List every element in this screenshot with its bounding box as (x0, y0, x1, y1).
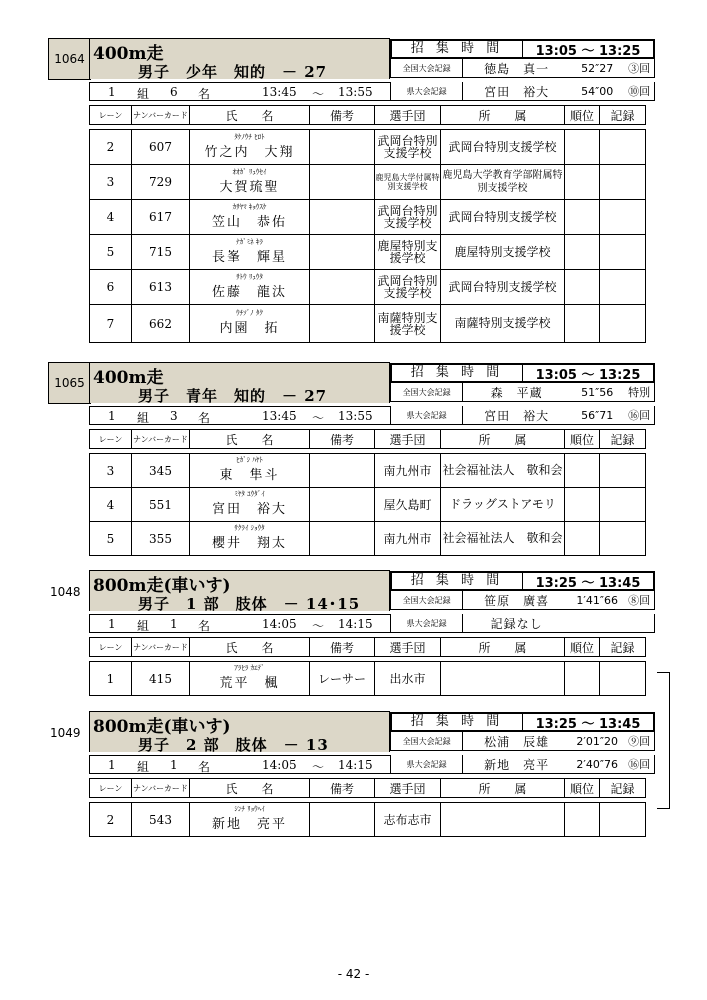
group-kumi: 組 (137, 87, 150, 101)
athlete-name: 宮田 裕大 (211, 502, 287, 517)
team: 屋久島町 (375, 488, 441, 522)
lane: 5 (90, 522, 132, 556)
athlete (190, 165, 310, 200)
record-time: 56″71 (581, 408, 614, 422)
entries-table (89, 637, 646, 696)
call-label: 招 集 時 間 (392, 573, 523, 589)
group-start: 13:45 (262, 409, 297, 423)
team: 武岡台特別支援学校 (375, 200, 441, 235)
athlete-name: 竹之内 大翔 (204, 144, 295, 160)
header-affiliation: 所 属 (441, 638, 565, 657)
record-label: 全国大会記録 (391, 591, 463, 609)
record-holder: 徳島 真一 (484, 61, 550, 76)
table-header (90, 430, 646, 449)
athlete (190, 803, 310, 837)
header-affiliation: 所 属 (441, 779, 565, 798)
affiliation: 鹿児島大学教育学部附属特別支援学校 (441, 165, 565, 200)
record-label: 県大会記録 (391, 406, 463, 424)
record-holder: 宮田 裕大 (484, 84, 550, 99)
athlete-kana: ﾋｶﾞｼ ﾊﾔﾄ (236, 456, 263, 464)
team: 南薩特別支援学校 (375, 305, 441, 343)
event-category: 男子 2 部 肢体 － 13 (138, 736, 329, 754)
record (600, 270, 646, 305)
event-title-box (89, 570, 390, 611)
note (310, 454, 375, 488)
record-label: 県大会記録 (391, 614, 463, 632)
athlete (190, 662, 310, 696)
rank (565, 130, 600, 165)
event-category: 男子 1 部 肢体 － 14･15 (138, 595, 361, 613)
team: 鹿屋特別支援学校 (375, 235, 441, 270)
call-time-box (390, 39, 655, 59)
record-round: ③回 (628, 62, 651, 75)
athlete-kana: ﾅｶﾞﾐﾈ ｷﾗ (236, 237, 263, 246)
header-rank: 順位 (565, 106, 600, 125)
rank (565, 454, 600, 488)
header-number-card: ナンバーカード (132, 638, 190, 657)
event-title: 400m走 (93, 368, 164, 388)
table-row (90, 662, 646, 696)
header-lane: レーン (90, 430, 132, 449)
header-affiliation: 所 属 (441, 430, 565, 449)
page-number: - 42 - (337, 967, 370, 981)
call-time: 13:25 ～ 13:45 (535, 575, 641, 591)
header-record: 記録 (600, 779, 646, 798)
record (600, 235, 646, 270)
record (600, 130, 646, 165)
table-row (90, 522, 646, 556)
group-count: 1 (170, 617, 178, 631)
group-mei: 名 (198, 619, 211, 633)
record-round: 特別 (628, 386, 651, 399)
group-start: 14:05 (262, 758, 297, 772)
prefecture-record (390, 406, 655, 425)
note (310, 165, 375, 200)
record-holder: 宮田 裕大 (484, 408, 550, 423)
record-round: ⑯回 (628, 758, 651, 771)
event-title-box (89, 711, 390, 752)
team: 鹿児島大学付属特別支援学校 (375, 165, 441, 200)
athlete (190, 130, 310, 165)
header-record: 記録 (600, 106, 646, 125)
national-record (390, 732, 655, 751)
table-header (90, 106, 646, 125)
record-time: 52″27 (581, 61, 614, 75)
call-time-box (390, 363, 655, 383)
rank (565, 305, 600, 343)
header-team: 選手団 (375, 430, 441, 449)
team: 南九州市 (375, 454, 441, 488)
athlete-name: 佐藤 龍汰 (211, 284, 287, 300)
event-title-box (89, 38, 390, 79)
call-label: 招 集 時 間 (392, 41, 523, 57)
group-info (89, 755, 390, 774)
group-end: 14:15 (338, 758, 373, 772)
rank (565, 235, 600, 270)
rank (565, 803, 600, 837)
athlete-kana: ｶｻﾔﾏ ｷｮｳｽｹ (232, 202, 267, 211)
group-tilde: ～ (312, 760, 325, 774)
header-record: 記録 (600, 638, 646, 657)
record-round: ⑩回 (628, 85, 651, 98)
record (600, 803, 646, 837)
record (600, 488, 646, 522)
affiliation: 社会福祉法人 敬和会 (441, 454, 565, 488)
group-number: 1 (108, 617, 116, 631)
record-round: ⑯回 (628, 409, 651, 422)
header-team: 選手団 (375, 638, 441, 657)
header-lane: レーン (90, 106, 132, 125)
team: 武岡台特別支援学校 (375, 270, 441, 305)
number-card: 415 (132, 662, 190, 696)
lane: 7 (90, 305, 132, 343)
lane: 4 (90, 488, 132, 522)
header-note: 備考 (310, 638, 375, 657)
group-tilde: ～ (312, 87, 325, 101)
number-card: 355 (132, 522, 190, 556)
header-name: 氏 名 (190, 638, 310, 657)
event-title-box (89, 362, 390, 403)
record-holder: 松浦 辰雄 (484, 734, 550, 749)
record-time: 51″56 (581, 385, 614, 399)
record (600, 165, 646, 200)
header-lane: レーン (90, 638, 132, 657)
table-row (90, 200, 646, 235)
athlete (190, 270, 310, 305)
record-round: ⑧回 (628, 594, 651, 607)
record (600, 662, 646, 696)
event-number: 1048 (50, 585, 81, 599)
record-label: 県大会記録 (391, 82, 463, 100)
athlete-name: 内園 拓 (219, 321, 280, 336)
table-row (90, 235, 646, 270)
rank (565, 488, 600, 522)
entries-table (89, 105, 646, 343)
number-card: 551 (132, 488, 190, 522)
athlete (190, 454, 310, 488)
lane: 4 (90, 200, 132, 235)
header-team: 選手団 (375, 779, 441, 798)
event-category: 男子 少年 知的 － 27 (138, 63, 328, 81)
event-title: 400m走 (93, 44, 164, 64)
note (310, 488, 375, 522)
athlete-name: 長峯 輝星 (211, 249, 287, 265)
header-rank: 順位 (565, 779, 600, 798)
athlete-name: 櫻井 翔太 (211, 536, 287, 551)
lane: 1 (90, 662, 132, 696)
affiliation: 武岡台特別支援学校 (441, 200, 565, 235)
call-label: 招 集 時 間 (392, 714, 523, 730)
rank (565, 662, 600, 696)
lane: 3 (90, 165, 132, 200)
call-time: 13:25 ～ 13:45 (535, 716, 641, 732)
table-row (90, 270, 646, 305)
team: 南九州市 (375, 522, 441, 556)
note (310, 235, 375, 270)
record (600, 200, 646, 235)
athlete-name: 東 隼斗 (219, 468, 280, 483)
group-number: 1 (108, 85, 116, 99)
athlete (190, 488, 310, 522)
affiliation: 武岡台特別支援学校 (441, 270, 565, 305)
entries-table (89, 778, 646, 837)
record-holder: 新地 亮平 (484, 757, 550, 772)
number-card: 345 (132, 454, 190, 488)
athlete (190, 305, 310, 343)
athlete (190, 522, 310, 556)
table-header (90, 638, 646, 657)
call-time: 13:05 ～ 13:25 (535, 43, 641, 59)
group-count: 3 (170, 409, 178, 423)
note: レーサー (310, 662, 375, 696)
entries-table (89, 429, 646, 556)
record-label: 全国大会記録 (391, 732, 463, 750)
team: 武岡台特別支援学校 (375, 130, 441, 165)
group-start: 14:05 (262, 617, 297, 631)
note (310, 200, 375, 235)
header-note: 備考 (310, 779, 375, 798)
athlete-name: 荒平 楓 (219, 676, 280, 691)
call-label: 招 集 時 間 (392, 365, 523, 381)
lane: 5 (90, 235, 132, 270)
event-title: 800m走(車いす) (93, 576, 231, 596)
athlete (190, 200, 310, 235)
group-end: 13:55 (338, 85, 373, 99)
athlete-kana: ﾀｹﾉｳﾁ ﾋﾛﾄ (234, 132, 265, 141)
group-kumi: 組 (137, 411, 150, 425)
team: 志布志市 (375, 803, 441, 837)
affiliation: 武岡台特別支援学校 (441, 130, 565, 165)
record (600, 522, 646, 556)
athlete-name: 大賀琉聖 (219, 179, 280, 195)
record-time: 2′40″76 (576, 757, 618, 771)
group-mei: 名 (198, 760, 211, 774)
athlete-name: 笠山 恭佑 (211, 214, 287, 230)
group-kumi: 組 (137, 619, 150, 633)
rank (565, 165, 600, 200)
affiliation: ドラッグストアモリ (441, 488, 565, 522)
affiliation (441, 803, 565, 837)
record-holder: 記録なし (490, 616, 543, 631)
table-header (90, 779, 646, 798)
header-note: 備考 (310, 430, 375, 449)
record-time: 1′41″66 (576, 593, 618, 607)
event-category: 男子 青年 知的 － 27 (138, 387, 328, 405)
table-row (90, 454, 646, 488)
athlete-kana: ｻﾄｳ ﾘｭｳﾀ (236, 272, 263, 281)
table-row (90, 305, 646, 343)
header-number-card: ナンバーカード (132, 779, 190, 798)
record-label: 全国大会記録 (391, 383, 463, 401)
event-title: 800m走(車いす) (93, 717, 231, 737)
athlete-kana: ｳﾁｿﾞﾉ ﾀｸ (236, 309, 263, 317)
number-card: 715 (132, 235, 190, 270)
number-card: 617 (132, 200, 190, 235)
note (310, 130, 375, 165)
call-time-box (390, 712, 655, 732)
note (310, 305, 375, 343)
group-mei: 名 (198, 87, 211, 101)
header-name: 氏 名 (190, 779, 310, 798)
group-number: 1 (108, 409, 116, 423)
header-affiliation: 所 属 (441, 106, 565, 125)
number-card: 607 (132, 130, 190, 165)
prefecture-record (390, 755, 655, 774)
record-label: 県大会記録 (391, 755, 463, 773)
table-row (90, 803, 646, 837)
athlete (190, 235, 310, 270)
header-number-card: ナンバーカード (132, 106, 190, 125)
group-info (89, 614, 390, 633)
athlete-kana: ｵｵｶﾞ ﾘｭｳｾｲ (232, 167, 267, 176)
record-time: 54″00 (581, 84, 614, 98)
note (310, 803, 375, 837)
header-note: 備考 (310, 106, 375, 125)
group-count: 6 (170, 85, 178, 99)
record-time: 2′01″20 (576, 734, 618, 748)
group-end: 13:55 (338, 409, 373, 423)
call-time-box (390, 571, 655, 591)
athlete-kana: ｼﾝﾁ ﾘｮｳﾍｲ (234, 805, 265, 813)
combined-heat-bracket (657, 672, 670, 809)
event-number: 1065 (48, 362, 91, 404)
affiliation: 社会福祉法人 敬和会 (441, 522, 565, 556)
note (310, 270, 375, 305)
record-round: ⑨回 (628, 735, 651, 748)
table-row (90, 488, 646, 522)
group-start: 13:45 (262, 85, 297, 99)
header-rank: 順位 (565, 430, 600, 449)
rank (565, 270, 600, 305)
national-record (390, 591, 655, 610)
record (600, 454, 646, 488)
note (310, 522, 375, 556)
header-name: 氏 名 (190, 106, 310, 125)
header-team: 選手団 (375, 106, 441, 125)
group-info (89, 82, 390, 101)
athlete-kana: ｻｸﾗｲ ｼｮｳﾀ (234, 524, 265, 532)
event-number: 1064 (48, 38, 91, 80)
affiliation: 南薩特別支援学校 (441, 305, 565, 343)
prefecture-record (390, 614, 655, 633)
lane: 6 (90, 270, 132, 305)
team: 出水市 (375, 662, 441, 696)
number-card: 543 (132, 803, 190, 837)
group-count: 1 (170, 758, 178, 772)
header-name: 氏 名 (190, 430, 310, 449)
national-record (390, 59, 655, 78)
affiliation (441, 662, 565, 696)
group-tilde: ～ (312, 411, 325, 425)
athlete-kana: ｱﾗﾋﾗ ｶｴﾃﾞ (234, 664, 265, 672)
header-lane: レーン (90, 779, 132, 798)
rank (565, 200, 600, 235)
call-time: 13:05 ～ 13:25 (535, 367, 641, 383)
lane: 3 (90, 454, 132, 488)
header-rank: 順位 (565, 638, 600, 657)
number-card: 662 (132, 305, 190, 343)
group-info (89, 406, 390, 425)
rank (565, 522, 600, 556)
athlete-name: 新地 亮平 (211, 817, 287, 832)
header-number-card: ナンバーカード (132, 430, 190, 449)
national-record (390, 383, 655, 402)
group-mei: 名 (198, 411, 211, 425)
group-end: 14:15 (338, 617, 373, 631)
event-number: 1049 (50, 726, 81, 740)
lane: 2 (90, 803, 132, 837)
affiliation: 鹿屋特別支援学校 (441, 235, 565, 270)
header-record: 記録 (600, 430, 646, 449)
group-number: 1 (108, 758, 116, 772)
record-holder: 森 平蔵 (490, 385, 543, 400)
record-label: 全国大会記録 (391, 59, 463, 77)
group-tilde: ～ (312, 619, 325, 633)
lane: 2 (90, 130, 132, 165)
table-row (90, 165, 646, 200)
record-holder: 笹原 廣喜 (484, 593, 550, 608)
record (600, 305, 646, 343)
table-row (90, 130, 646, 165)
group-kumi: 組 (137, 760, 150, 774)
number-card: 729 (132, 165, 190, 200)
prefecture-record (390, 82, 655, 101)
athlete-kana: ﾐﾔﾀ ﾕｳﾀﾞｲ (234, 490, 265, 498)
number-card: 613 (132, 270, 190, 305)
